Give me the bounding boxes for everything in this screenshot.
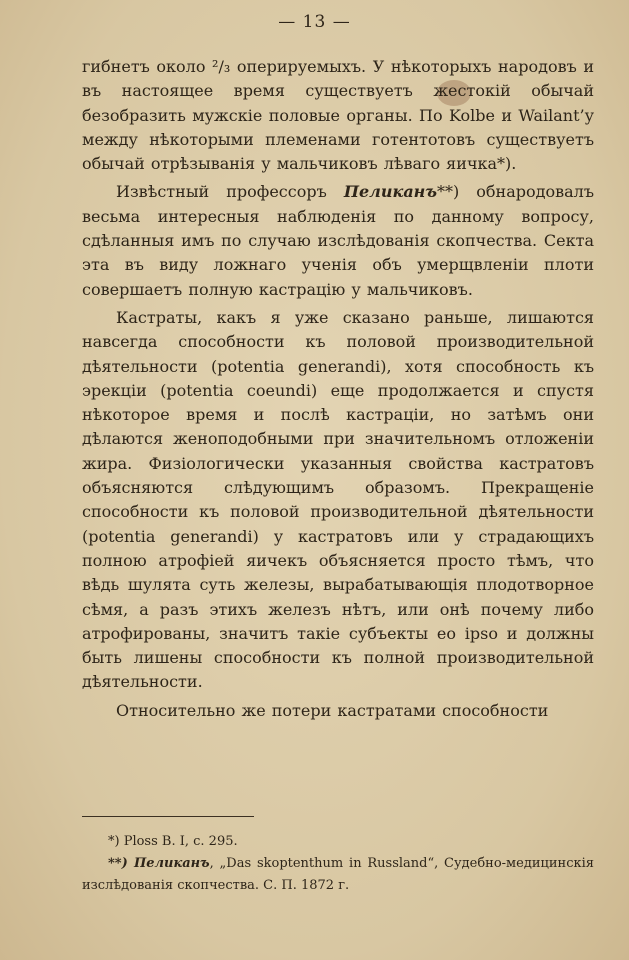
- paragraph-3: Кастраты, какъ я уже сказано раньше, лишаются навсегда способности къ половой производительной дѣятельности (potentia generandi), хотя способность къ эрекціи (potentia coeundi) еще продолжается и спустя нѣкоторое время и послѣ кастраціи, но затѣмъ они дѣлаются женоподобными при значительномъ отложеніи жира. Физіологически указанныя свойства кастратовъ объясняются слѣдующимъ образомъ. Прекращеніе способности къ половой производительной дѣятельности (potentia generandi) у кастратовъ или у страдающихъ полною атрофіей яичекъ объясняется просто тѣмъ, что вѣдь шулята суть железы, вырабатывающія плодотворное сѣмя, а разъ этихъ железъ нѣтъ, или онѣ почему либо атрофированы, значитъ такіе субъекты eo ipso и должны быть лишены способности къ полной производительной дѣятельности.: [82, 307, 594, 692]
- footnote-1: *) Ploss B. I, с. 295.: [108, 834, 238, 849]
- paragraph-4: Относительно же потери кастратами способности: [116, 700, 549, 720]
- author-name-pelikan: Пеликанъ: [343, 182, 437, 202]
- footnote-2: [82, 853, 594, 897]
- page-number: — 13 —: [278, 12, 351, 32]
- body-text: [82, 55, 594, 723]
- footnote-2-author: **) Пеликанъ: [108, 856, 210, 871]
- footnote-2-text: , „Das skoptenthum in Russland“, Судебно-медицинскія изслѣдованія скопчества. С. П. 1872 г.: [82, 856, 594, 893]
- paragraph-2: [82, 180, 594, 301]
- footnote-divider: [82, 816, 254, 817]
- footnotes: [82, 831, 594, 897]
- paragraph-1: гибнетъ около ²/₃ оперируемыхъ. У нѣкоторыхъ народовъ и въ настоящее время существуетъ жестокій обычай безобразить мужскіе половые органы. По Kolbe и Wailant’у между нѣкоторыми племенами готентотовъ существуетъ обычай отрѣзыванія у мальчиковъ лѣваго яичка*).: [82, 57, 594, 174]
- paragraph-2-after: **) обнародовалъ весьма интересныя наблюденія по данному вопросу, сдѣланныя имъ по случаю изслѣдованія скопчества. Секта эта въ виду ложнаго ученія объ умерщвленіи плоти совершаетъ полную кастрацію у мальчиковъ.: [82, 182, 595, 299]
- paragraph-2-before: Извѣстный профессоръ: [116, 182, 344, 202]
